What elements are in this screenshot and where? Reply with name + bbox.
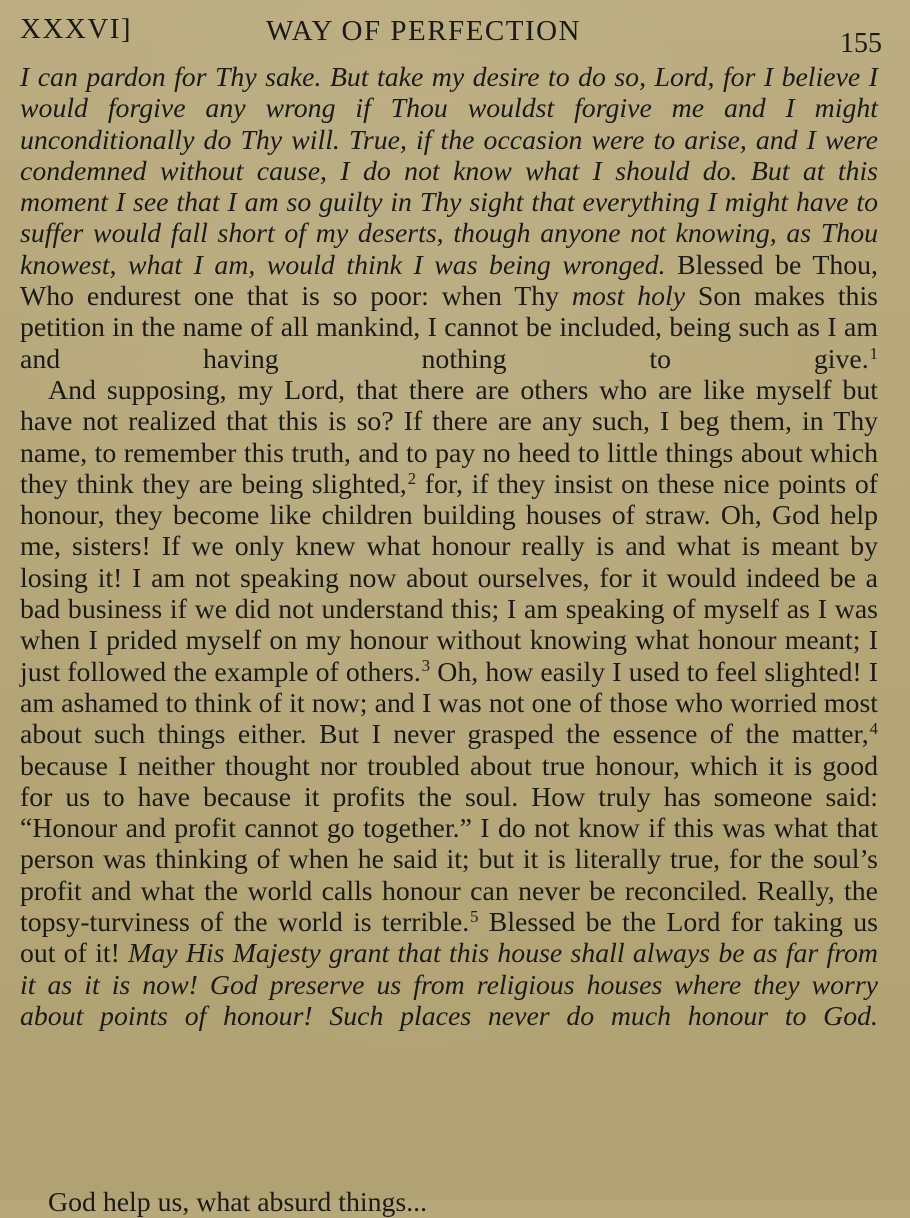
italic-prayer-text: I can pardon for Thy sake. But take my desire to do so, Lord, for I believe I would forgive any wrong if Thou wouldst forgive me and I might unconditionally do Thy will. True, if the occasion were to arise, and I were condemned without cause, I do not know what I should do. But at this moment I see that I am so guilty in Thy sight that everything I might have to suffer would fall short of my deserts, though anyone not knowing, as Thou knowest, what I am, would think I was being wronged. <box>20 62 878 281</box>
book-title: WAY OF PERFECTION <box>266 15 582 47</box>
paragraph-2-text-2: for, if they insist on these nice points of honour, they become like children building houses of straw. Oh, God help me, sisters! If we only knew what honour really is and what is meant by losing it! I am not speaking now about ourselves, for it would indeed be a bad business if we did not understand this; I am speaking of myself as I was when I prided myself on my honour without knowing what honour meant; I just followed the example of others. <box>20 468 878 688</box>
paragraph-1-text-a: Blessed be Thou, Who endurest one that is so poor: when Thy <box>20 249 878 313</box>
body-text <box>20 62 878 1032</box>
page-number: 155 <box>840 28 882 59</box>
paragraph-2-text-5: Blessed be the Lord for taking us out of it! <box>20 907 878 970</box>
paragraph-1-text-b: Son makes this petition in the name of all mankind, I cannot be included, being such as I am and having nothing to give. <box>20 281 878 375</box>
cutoff-next-paragraph <box>20 1187 878 1218</box>
chapter-number: XXXVI] <box>20 13 133 45</box>
cutoff-text: God help us, what absurd things... <box>48 1187 428 1218</box>
footnote-marker-2: 2 <box>407 468 417 488</box>
paragraph-2-text-4: because I neither thought nor troubled about true honour, which it is good for us to have because it profits the soul. How truly has someone said: “Honour and profit cannot go together.” I do not know if this was what that person was thinking of when he said it; but it is literally true, for the soul’s profit and what the world calls honour can never be reconciled. Really, the topsy-turviness of the world is terrible. <box>20 750 878 939</box>
italic-emphasis: most holy <box>571 281 686 313</box>
running-head <box>0 0 910 60</box>
italic-closing-prayer: May His Majesty grant that this house shall always be as far from it as it is now! God preserve us from religious houses where they worry about points of honour! Such places never do much honour to God. <box>20 938 878 1032</box>
paragraph-1 <box>20 62 878 375</box>
footnote-marker-3: 3 <box>421 656 431 676</box>
footnote-marker-5: 5 <box>470 906 479 926</box>
footnote-marker-4: 4 <box>869 719 878 739</box>
paragraph-2-text-3: Oh, how easily I used to feel slighted! I am ashamed to think of it now; and I was not one of those who worried most about such things either. But I never grasped the essence of the matter, <box>20 656 878 751</box>
footnote-marker-1: 1 <box>869 343 878 363</box>
paragraph-2 <box>20 375 878 1032</box>
paragraph-2-text-1: And supposing, my Lord, that there are others who are like myself but have not realized that this is so? If there are any such, I beg them, in Thy name, to remember this truth, and to pay no heed to little things about which they think they are being slighted, <box>20 374 878 500</box>
